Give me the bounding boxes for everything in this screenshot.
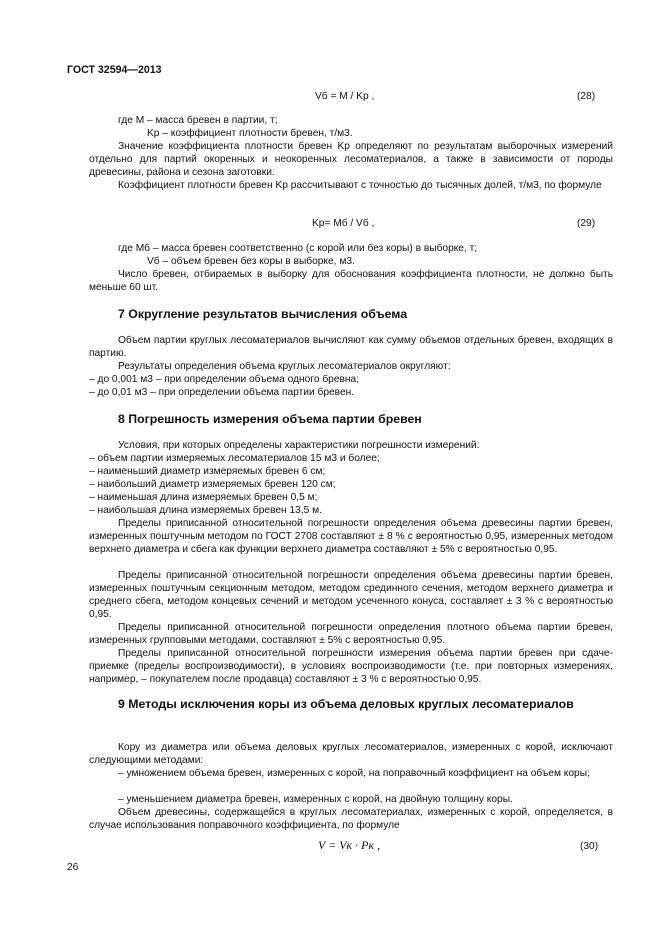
section-8-item-1: – объем партии измеряемых лесоматериалов 15 м3 и более; [89, 453, 380, 464]
section-7-paragraph-2: Результаты определения объема круглых лесоматериалов округляют: [118, 361, 451, 372]
where-mb: где Mб – масса бревен соответственно (с корой или без коры) в выборке, т; [118, 243, 478, 254]
section-7-paragraph-1: Объем партии круглых лесоматериалов вычисляют как сумму объемов отдельных бревен, входящих в партию. [89, 335, 613, 360]
where-kp: Kр – коэффициент плотности бревен, т/м3. [147, 128, 353, 139]
section-8-item-4: – наименьшая длина измеряемых бревен 0,5 м; [89, 492, 318, 503]
formula-28-number: (28) [577, 91, 596, 102]
section-9-paragraph-1: Кору из диаметра или объема деловых круглых лесоматериалов, измеренных с корой, исключают следующими методами: [89, 742, 613, 767]
section-7-item-2: – до 0,01 м3 – при определении объема партии бревен. [89, 387, 355, 398]
section-8-intro: Условия, при которых определены характеристики погрешности измерений: [118, 440, 480, 451]
section-9-item-2: – уменьшением диаметра бревен, измеренных с корой, на двойную толщину коры. [118, 794, 513, 805]
formula-28-text: Vб = M / Kр , [315, 91, 375, 102]
standard-header: ГОСТ 32594—2013 [67, 64, 162, 76]
paragraph-density-calc: Коэффициент плотности бревен Kр рассчитывают с точностью до тысячных долей, т/м3, по формуле [118, 180, 602, 191]
section-9-paragraph-2: Объем древесины, содержащейся в круглых лесоматериалах, измеренных с корой, определяется, в случае использования поправочного коэффициента, по формуле [89, 807, 613, 832]
section-9-title: 9 Методы исключения коры из объема деловых круглых лесоматериалов [118, 697, 574, 711]
formula-29: Kр= Mб / Vб , [312, 218, 375, 229]
section-8-paragraph-2: Пределы приписанной относительной погрешности определения объема древесины партии бревен, измеренных поштучным секционным методом, методом срединного сечения, методом верхнего диаметра и среднего сбега, методом концевых сечений и методом усеченного конуса, составляет ± 3 % с вероятностью 0,95. [89, 570, 613, 621]
section-8-paragraph-4: Пределы приписанной относительной погрешности измерения объема партии бревен при сдаче-приемке (пределы воспроизводимости), в условиях воспроизводимости (т.е. при повторных измерениях, например, – покупателем после продавца) составляют ± 3 % с вероятностью 0,95. [89, 648, 613, 686]
where-m: где M – масса бревен в партии, т; [118, 115, 278, 126]
section-8-title: 8 Погрешность измерения объема партии бревен [118, 412, 422, 426]
section-8-paragraph-1: Пределы приписанной относительной погрешности определения объема древесины партии бревен, измеренных поштучным методом по ГОСТ 2708 составляют ± 8 % с вероятностью 0,95, измеренных методом верхнего диаметра и сбега как функции верхнего диаметра составляют ± 5% с вероятностью 0,95. [89, 518, 613, 556]
paragraph-sample-size: Число бревен, отбираемых в выборку для обоснования коэффициента плотности, не должно быть меньше 60 шт. [89, 269, 613, 294]
formula-30: V = Vк · Pк , [318, 838, 381, 852]
page-number: 26 [67, 862, 79, 873]
section-8-item-3: – наибольший диаметр измеряемых бревен 120 см; [89, 479, 336, 490]
section-9-item-1: – умножением объема бревен, измеренных с корой, на поправочный коэффициент на объем коры; [118, 768, 590, 779]
formula-28 [315, 90, 374, 103]
section-7-title: 7 Округление результатов вычисления объема [118, 307, 408, 321]
formula-29-number: (29) [577, 218, 596, 229]
formula-30-number: (30) [580, 841, 599, 852]
section-8-paragraph-3: Пределы приписанной относительной погрешности определения плотного объема партии бревен, измеренных групповыми методами, составляют ± 5% с вероятностью 0,95. [89, 622, 613, 647]
where-vb: Vб – объем бревен без коры в выборке, м3. [147, 256, 355, 267]
section-8-item-5: – наибольшая длина измеряемых бревен 13,5 м. [89, 505, 322, 516]
paragraph-density-value: Значение коэффициента плотности бревен Kр определяют по результатам выборочных измерений отдельно для партий окоренных и неокоренных лесоматериалов, а также в зависимости от породы древесины, района и сезона заготовки. [89, 141, 613, 179]
section-7-item-1: – до 0,001 м3 – при определении объема одного бревна; [89, 374, 360, 385]
section-8-item-2: – наименьший диаметр измеряемых бревен 6 см; [89, 466, 326, 477]
